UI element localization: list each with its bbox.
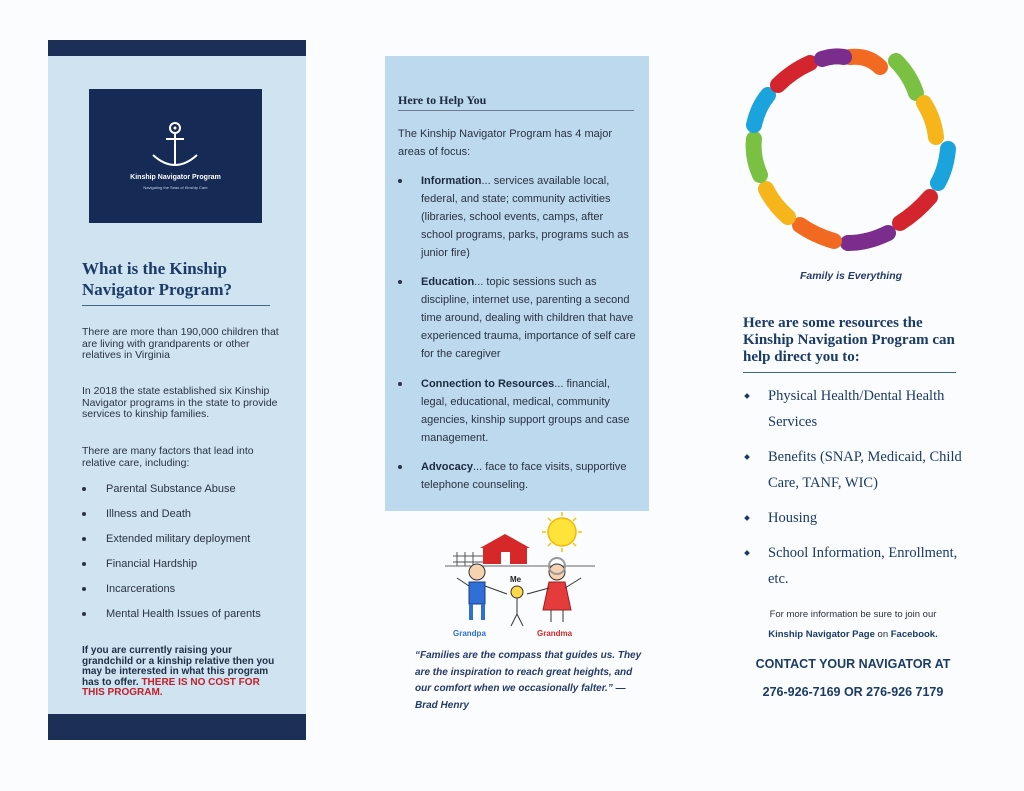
left-heading: What is the Kinship Navigator Program? [82, 259, 232, 299]
bullet-icon [398, 280, 402, 284]
phone-numbers: 276-926-7169 OR 276-926 7179 [762, 685, 944, 699]
heading-divider [82, 305, 270, 306]
me-label: Me [510, 575, 522, 584]
bullet-icon [398, 465, 402, 469]
closing-paragraph: If you are currently raising your grandchild or a kinship relative then you may be interested in what this program has to offer. THERE IS NO COST FOR THIS PROGRAM. [82, 645, 275, 698]
logo-subtitle: Navigating the Seas of Kinship Care [143, 185, 208, 190]
more-info-text: For more information be sure to join our Kinship Navigator Page on Facebook. [768, 609, 938, 640]
diamond-bullet-icon [744, 393, 750, 399]
bullet-icon [82, 612, 86, 616]
left-paragraph-1: There are more than 190,000 children that are living with grandparents or other relatives in Virginia [82, 326, 279, 361]
bullet-icon [82, 537, 86, 541]
brad-henry-quote: “Families are the compass that guides us. They are the inspiration to reach great heights, and our comfort when we occasionally falter.” — Brad Henry [415, 650, 642, 711]
bullet-icon [82, 562, 86, 566]
left-paragraph-2: In 2018 the state established six Kinship Navigator programs in the state to provide services to kinship families. [82, 385, 278, 420]
facebook-link: Facebook. [890, 629, 938, 640]
middle-heading: Here to Help You [398, 93, 487, 107]
family-caption: Family is Everything [799, 270, 903, 282]
resources-heading: Here are some resources the Kinship Navigation Program can help direct you to: [743, 315, 955, 365]
bullet-icon [82, 512, 86, 516]
diamond-bullet-icon [744, 550, 750, 556]
bottom-band [48, 714, 306, 740]
kinship-navigator-page-link: Kinship Navigator Page [768, 629, 875, 640]
hands-circle-graphic [718, 45, 984, 267]
diamond-bullet-icon [744, 515, 750, 521]
grandparents-drawing [445, 510, 595, 640]
bullet-icon [398, 382, 402, 386]
grandma-label: Grandma [537, 629, 573, 638]
heading-divider [398, 110, 634, 111]
anchor-icon [89, 89, 262, 223]
heading-divider [743, 372, 956, 373]
bullet-icon [82, 487, 86, 491]
middle-panel: Here to Help You The Kinship Navigator Program has 4 major areas of focus: Information... services available local, federal, and state; community activities (libraries, school events, camps, after school programs, parks, programs such as junior fire) Education... topic sessions such as discipline, internet use, parenting a second time around, dealing with children that have experienced trauma, importance of self care for the caregiver Connection to Resources... financial, legal, educational, medical, community agencies, kinship support groups and case management. Advocacy... face to face visits, supportive telephone counseling. [385, 56, 649, 511]
left-panel: Kinship Navigator Program Navigating the Seas of Kinship Care What is the Kinship Navigator Program? There are more than 190,000 children that are living with grandparents or other relatives in Virginia In 2018 the state established six Kinship Navigator programs in the state to provide services to kinship families. There are many factors that lead into relative care, including: Parental Substance Abuse Illness and Death Extended military deployment Financial Hardship Incarcerations Mental Health Issues of parents If you are currently raising your grandchild or a kinship relative then you may be interested in what this program has to offer. THERE IS NO COST FOR THIS PROGRAM. [48, 40, 306, 740]
logo-title: Kinship Navigator Program [130, 174, 221, 181]
grandpa-label: Grandpa [453, 629, 486, 638]
left-paragraph-3: There are many factors that lead into relative care, including: [82, 445, 254, 469]
middle-intro: The Kinship Navigator Program has 4 major areas of focus: [398, 128, 612, 158]
top-band [48, 40, 306, 56]
bullet-icon [82, 587, 86, 591]
bullet-icon [398, 179, 402, 183]
no-cost-note: THERE IS NO COST FOR THIS PROGRAM. [82, 676, 260, 698]
diamond-bullet-icon [744, 454, 750, 460]
contact-heading: CONTACT YOUR NAVIGATOR AT [755, 657, 951, 671]
program-logo [89, 89, 262, 223]
